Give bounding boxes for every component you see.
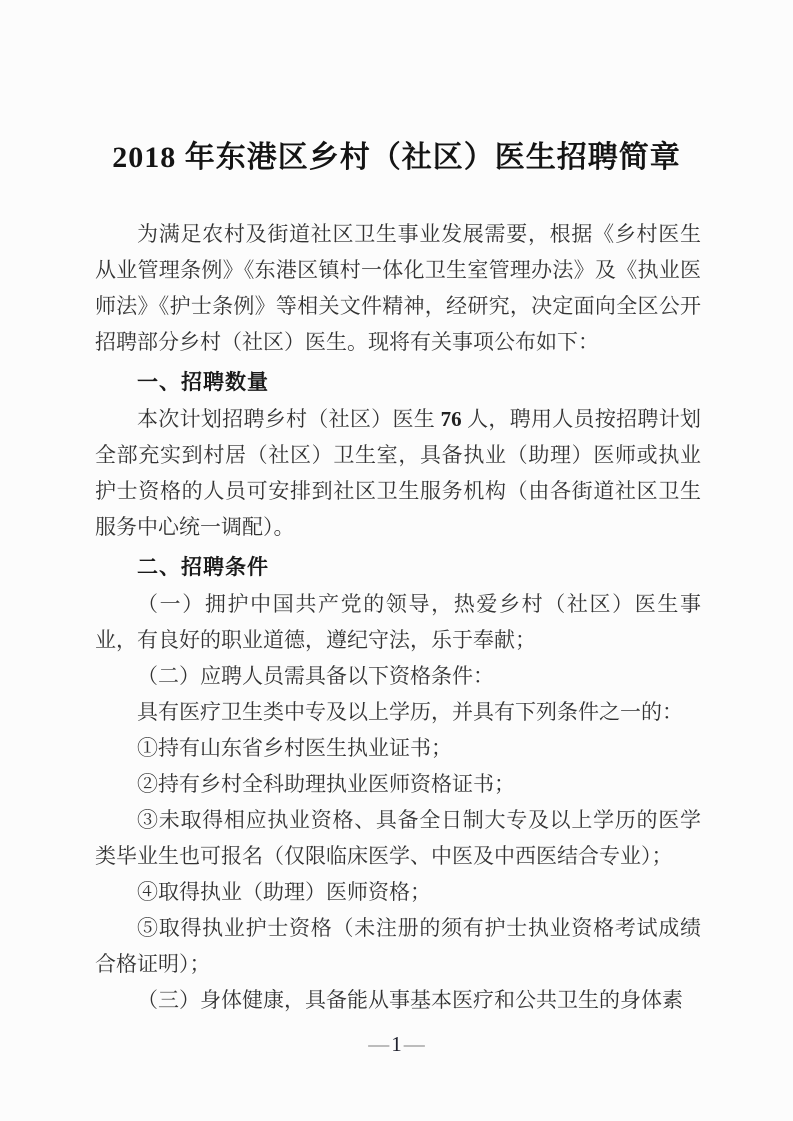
paragraph-condition-3: （三）身体健康，具备能从事基本医疗和公共卫生的身体素	[137, 988, 683, 1012]
document-title: 2018 年东港区乡村（社区）医生招聘简章	[112, 141, 681, 174]
list-item-qualification-3: ③未取得相应执业资格、具备全日制大专及以上学历的医学类毕业生也可报名（仅限临床医学、中医及中西医结合专业）；	[95, 808, 701, 868]
recruitment-plan-text-pre: 本次计划招聘乡村（社区）医生	[137, 407, 441, 431]
recruit-count-value: 76	[440, 407, 462, 431]
document-body	[95, 216, 701, 1018]
paragraph-condition-2: （二）应聘人员需具备以下资格条件：	[137, 664, 494, 688]
paragraph-recruitment-plan	[95, 401, 701, 545]
recruitment-plan-text-post: 人，聘用人员按招聘计划全部充实到村居（社区）卫生室，具备执业（助理）医师或执业护士资格的人员可安排到社区卫生服务机构（由各街道社区卫生服务中心统一调配）。	[95, 407, 702, 539]
list-item-qualification-2: ②持有乡村全科助理执业医师资格证书；	[137, 772, 515, 796]
footer-dash-left: —	[368, 1032, 390, 1056]
paragraph-qualification-intro: 具有医疗卫生类中专及以上学历，并具有下列条件之一的：	[137, 700, 683, 724]
paragraph-intro: 为满足农村及街道社区卫生事业发展需要，根据《乡村医生从业管理条例》《东港区镇村一体化卫生室管理办法》及《执业医师法》《护士条例》等相关文件精神，经研究，决定面向全区公开招聘部分乡村（社区）医生。现将有关事项公布如下：	[95, 222, 701, 354]
list-item-qualification-1: ①持有山东省乡村医生执业证书；	[137, 736, 452, 760]
heading-recruitment-quantity: 一、招聘数量	[137, 371, 269, 394]
page-footer	[0, 1031, 793, 1057]
list-item-qualification-4: ④取得执业（助理）医师资格；	[137, 880, 431, 904]
heading-recruitment-conditions: 二、招聘条件	[137, 556, 269, 579]
list-item-qualification-5: ⑤取得执业护士资格（未注册的须有护士执业资格考试成绩合格证明）；	[95, 916, 701, 976]
page-number: 1	[391, 1032, 402, 1056]
footer-dash-right: —	[403, 1032, 425, 1056]
paragraph-condition-1: （一）拥护中国共产党的领导，热爱乡村（社区）医生事业，有良好的职业道德，遵纪守法，乐于奉献；	[95, 592, 701, 652]
